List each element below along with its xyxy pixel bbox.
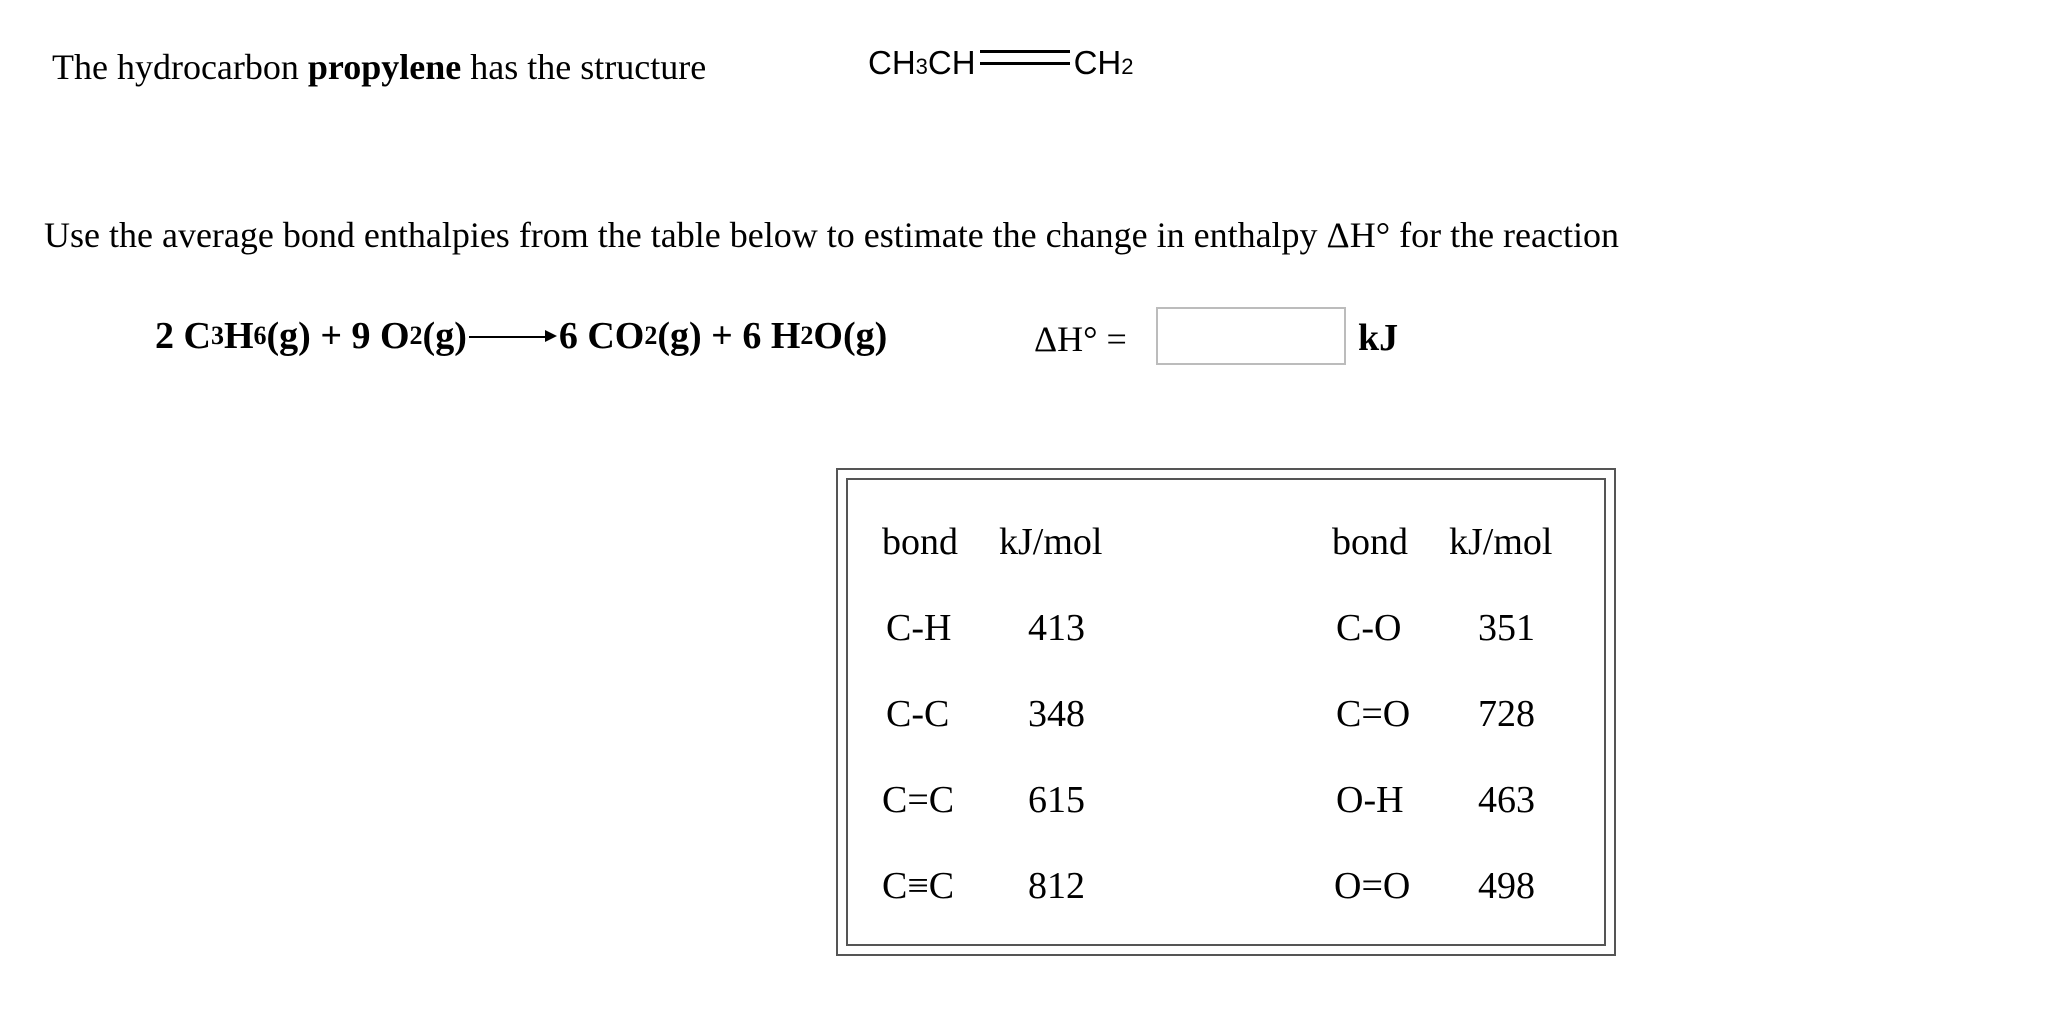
compound-name: propylene: [307, 47, 462, 87]
bond-enthalpy-table-inner: [846, 478, 1606, 946]
left-bond-4: C≡C: [882, 865, 955, 907]
right-value-4: 498: [1478, 865, 1535, 907]
reactant-1-h: H: [223, 315, 254, 357]
enthalpy-answer-input[interactable]: [1156, 307, 1346, 365]
product-2-rest: O(g): [813, 315, 888, 357]
double-bond-line: [980, 50, 1070, 65]
reactant-1-coef: 2 C: [155, 315, 211, 357]
right-bond-2: C=O: [1336, 693, 1411, 735]
reactant-1-phase: (g) + 9 O: [266, 315, 410, 357]
right-value-2: 728: [1478, 693, 1535, 735]
left-bond-1: C-H: [886, 607, 952, 649]
product-1-coef: 6 CO: [558, 315, 645, 357]
right-bond-1: C-O: [1336, 607, 1402, 649]
right-value-3: 463: [1478, 779, 1535, 821]
propylene-structure: CH 3 CH CH 2: [868, 44, 1134, 81]
reaction-equation: 2 C 3 H 6 (g) + 9 O 2 (g) 6 CO 2 (g) + 6 H 2 O(g): [155, 315, 888, 357]
header-kjmol-left: kJ/mol: [999, 521, 1103, 563]
intro-sentence: [52, 46, 706, 88]
header-kjmol-right: kJ/mol: [1449, 521, 1553, 563]
intro-prefix: The hydrocarbon: [52, 47, 308, 87]
left-bond-3: C=C: [882, 779, 955, 821]
left-value-4: 812: [1028, 865, 1085, 907]
reactant-2-phase: (g): [422, 315, 467, 357]
instruction-text: Use the average bond enthalpies from the table below to estimate the change in enthalpy ΔH° for the reaction: [44, 215, 1619, 255]
header-bond-left: bond: [882, 521, 958, 563]
intro-suffix: has the structure: [461, 47, 707, 87]
header-bond-right: bond: [1332, 521, 1408, 563]
left-value-3: 615: [1028, 779, 1085, 821]
left-bond-2: C-C: [886, 693, 950, 735]
left-value-2: 348: [1028, 693, 1085, 735]
structure-group-3: CH: [1073, 44, 1122, 81]
reaction-arrow-icon: [469, 326, 557, 346]
bond-enthalpy-table: [836, 468, 1616, 956]
delta-h-label: ΔH° =: [1034, 319, 1127, 359]
answer-unit: kJ: [1358, 317, 1399, 359]
structure-group-1: CH: [868, 44, 916, 81]
right-bond-4: O=O: [1334, 865, 1411, 907]
structure-group-2: CH: [927, 44, 976, 81]
product-1-phase: (g) + 6 H: [657, 315, 801, 357]
right-value-1: 351: [1478, 607, 1535, 649]
right-bond-3: O-H: [1336, 779, 1404, 821]
left-value-1: 413: [1028, 607, 1085, 649]
